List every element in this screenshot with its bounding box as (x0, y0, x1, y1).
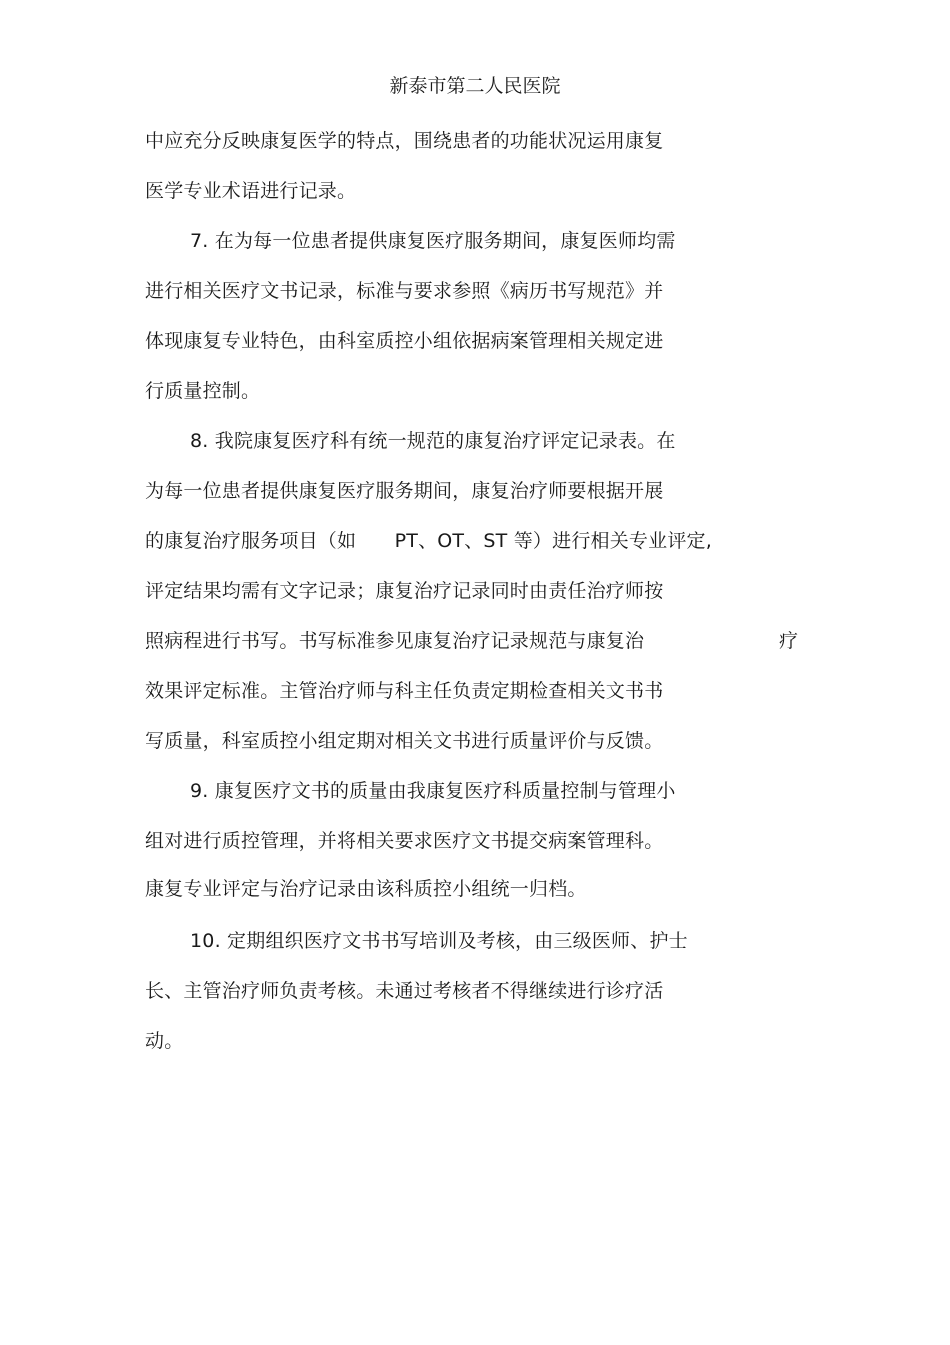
paragraph-7-line: 进行相关医疗文书记录，标准与要求参照《病历书写规范》并 (145, 280, 664, 302)
paragraph-8-line: 照病程进行书写。书写标准参见康复治疗记录规范与康复治 (145, 630, 645, 652)
paragraph-10-line: 动。 (145, 1030, 184, 1052)
paragraph-7-line: 体现康复专业特色，由科室质控小组依据病案管理相关规定进 (145, 330, 664, 352)
paragraph-7-line: 7. 在为每一位患者提供康复医疗服务期间，康复医师均需 (190, 230, 676, 252)
paragraph-7-line: 行质量控制。 (145, 380, 261, 402)
paragraph-8-line-tail: 疗 (779, 630, 799, 652)
page-header-title: 新泰市第二人民医院 (389, 75, 561, 97)
paragraph-line: 中应充分反映康复医学的特点，围绕患者的功能状况运用康复 (145, 130, 664, 152)
paragraph-9-line: 康复专业评定与治疗记录由该科质控小组统一归档。 (145, 878, 587, 900)
paragraph-line: 医学专业术语进行记录。 (145, 180, 357, 202)
paragraph-9-line: 9. 康复医疗文书的质量由我康复医疗科质量控制与管理小 (190, 780, 676, 802)
paragraph-8-line: 的康复治疗服务项目（如 PT、OT、ST 等）进行相关专业评定, (145, 530, 712, 552)
paragraph-8-line: 效果评定标准。主管治疗师与科主任负责定期检查相关文书书 (145, 680, 664, 702)
paragraph-9-line: 组对进行质控管理，并将相关要求医疗文书提交病案管理科。 (145, 830, 664, 852)
paragraph-8-line: 为每一位患者提供康复医疗服务期间，康复治疗师要根据开展 (145, 480, 664, 502)
paragraph-8-line: 写质量，科室质控小组定期对相关文书进行质量评价与反馈。 (145, 730, 664, 752)
paragraph-8-line: 评定结果均需有文字记录；康复治疗记录同时由责任治疗师按 (145, 580, 664, 602)
paragraph-8-line: 8. 我院康复医疗科有统一规范的康复治疗评定记录表。在 (190, 430, 676, 452)
paragraph-10-line: 长、主管治疗师负责考核。未通过考核者不得继续进行诊疗活 (145, 980, 664, 1002)
paragraph-10-line: 10. 定期组织医疗文书书写培训及考核，由三级医师、护士 (190, 930, 688, 952)
